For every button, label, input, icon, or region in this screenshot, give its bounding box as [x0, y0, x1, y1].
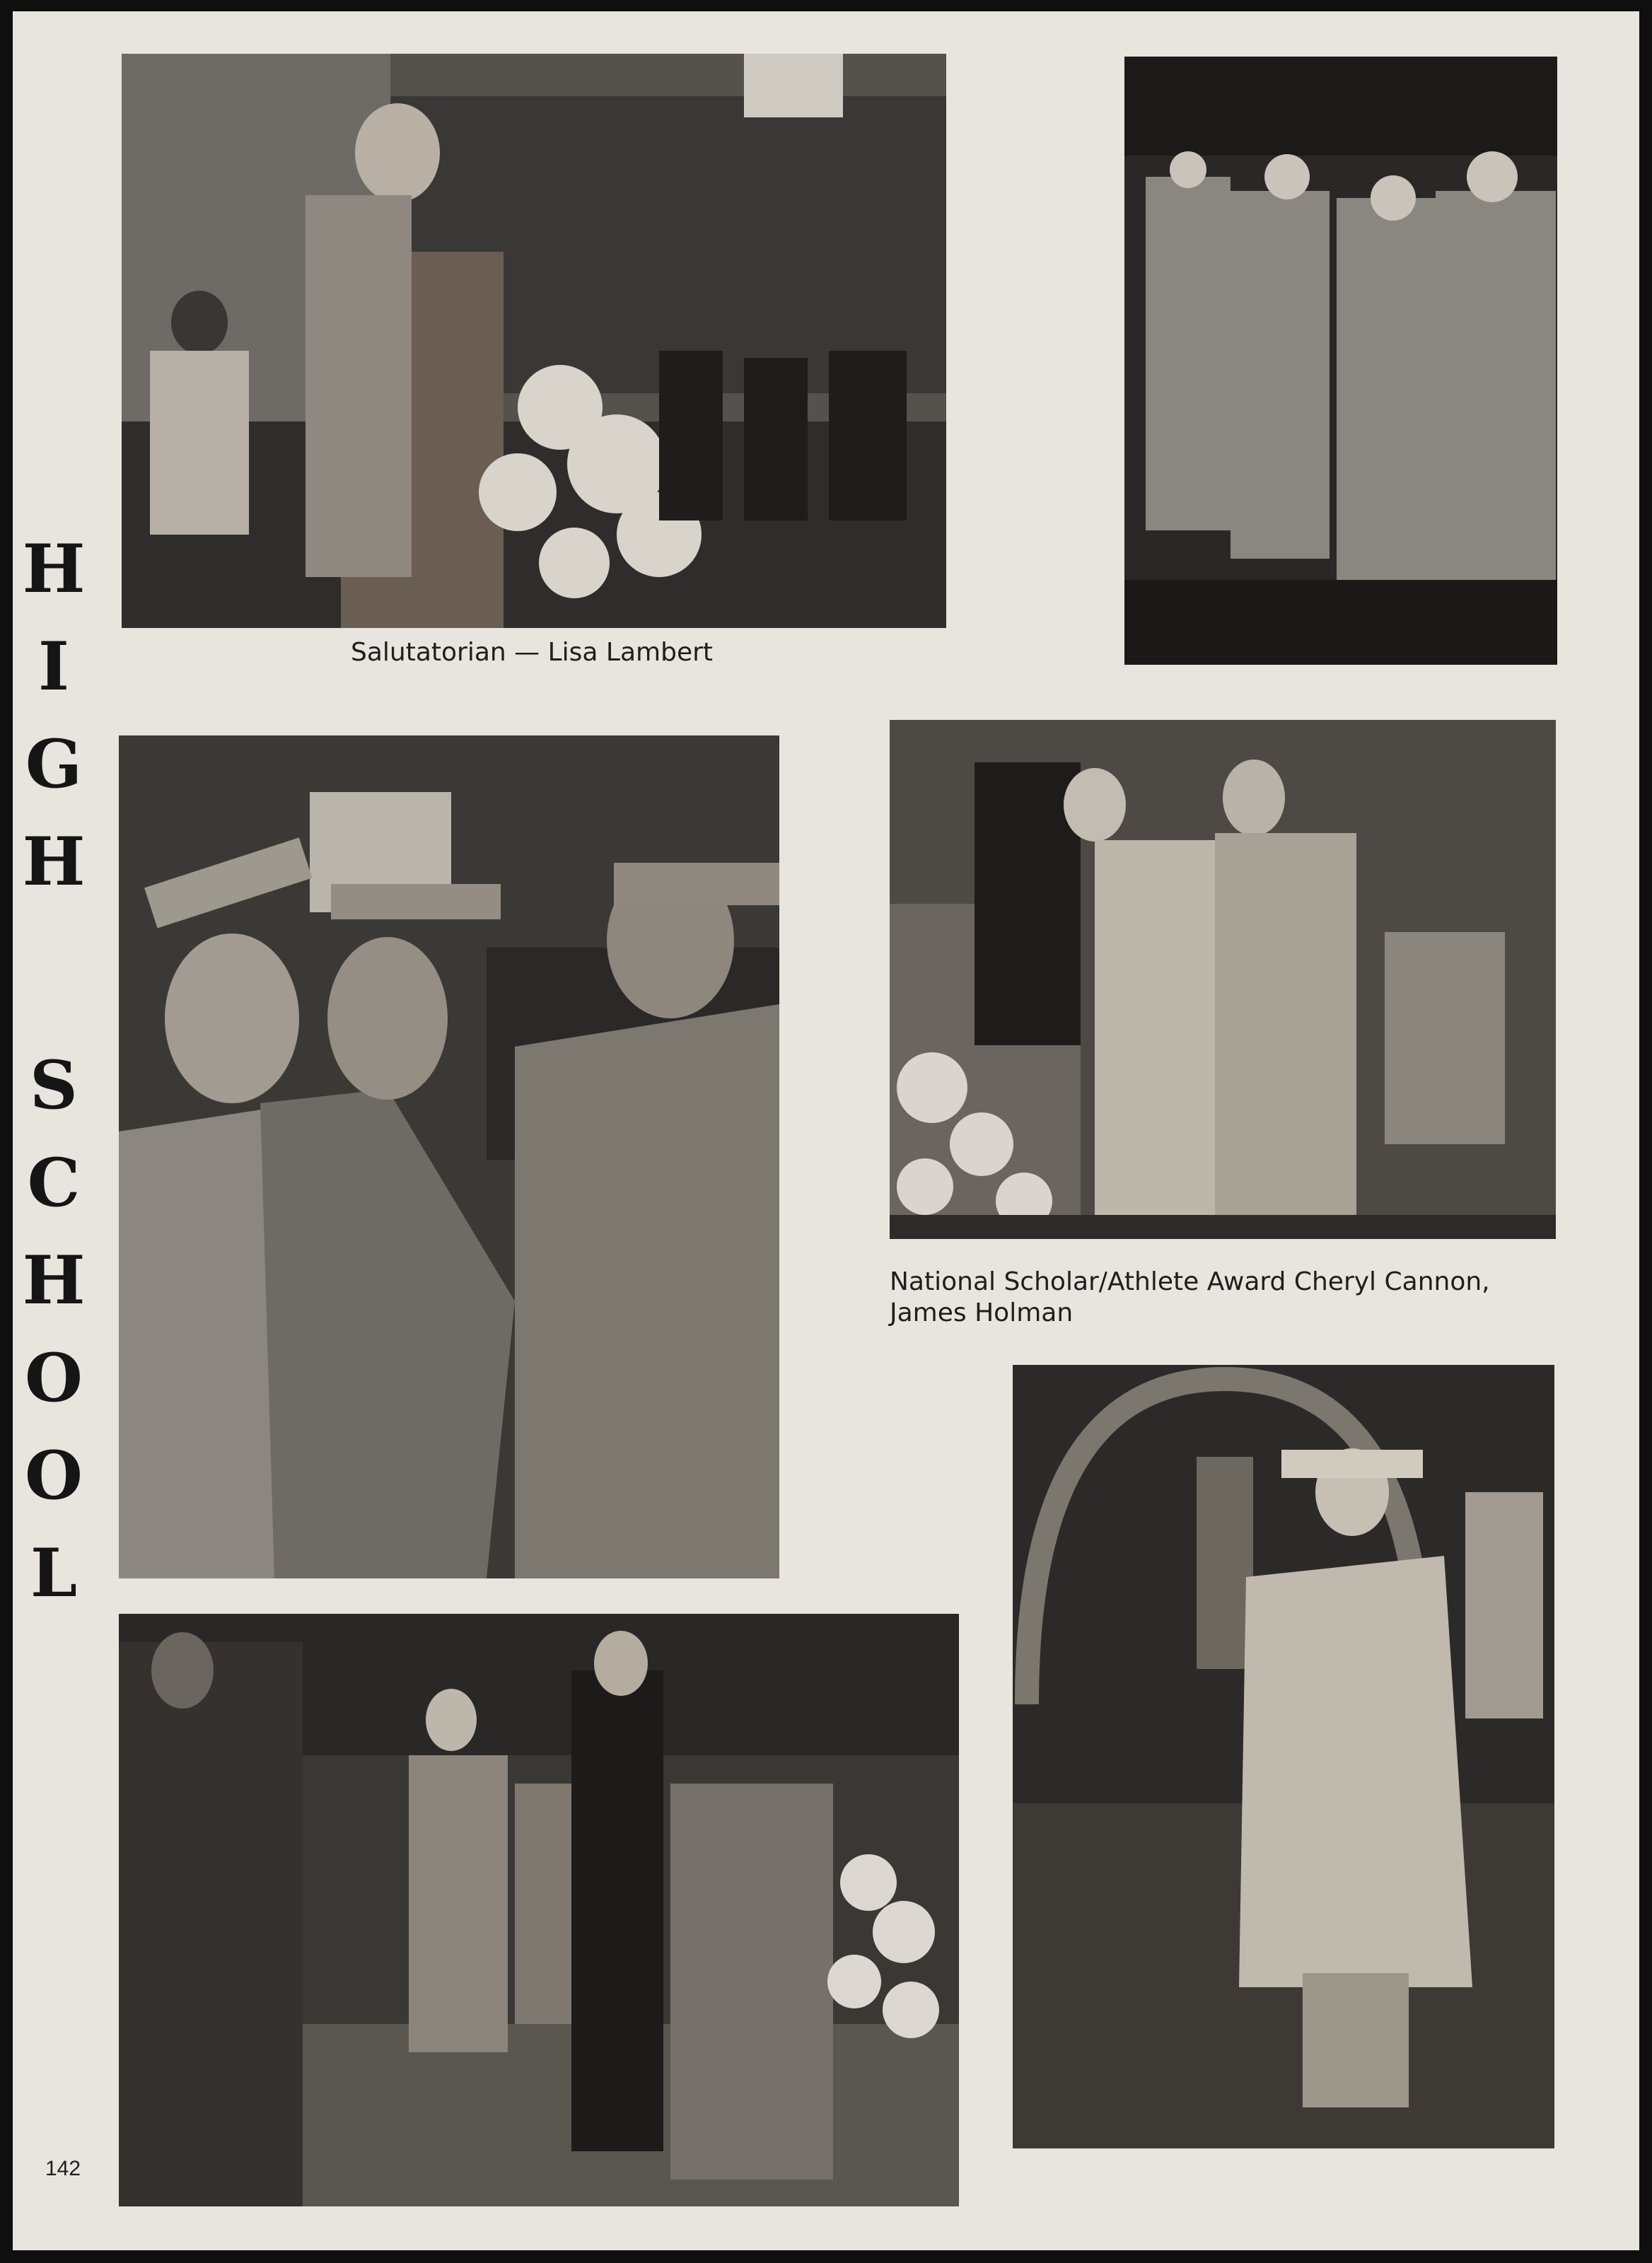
photo-graduates-standing	[1124, 57, 1557, 665]
title-letter: H	[22, 530, 86, 608]
title-letter: O	[25, 1437, 83, 1515]
yearbook-page	[13, 11, 1639, 2250]
photo-graduates-profile	[119, 735, 779, 1578]
caption-salutatorian: Salutatorian — Lisa Lambert	[351, 638, 714, 667]
title-letter: L	[30, 1535, 78, 1612]
title-letter: O	[25, 1339, 83, 1417]
title-letter: G	[25, 726, 83, 803]
page-number: 142	[45, 2157, 81, 2180]
caption-scholar-award-line1: National Scholar/Athlete Award Cheryl Cannon,	[890, 1267, 1490, 1296]
photo-salutatorian-podium	[122, 54, 946, 628]
photo-graduates-podium-stage	[119, 1614, 959, 2206]
photo-scholar-athlete-award	[890, 720, 1556, 1239]
title-letter: H	[22, 1242, 86, 1320]
title-letter: H	[22, 823, 86, 901]
caption-scholar-award-line2: James Holman	[890, 1298, 1074, 1327]
title-letter: C	[27, 1144, 81, 1222]
vertical-page-title	[18, 520, 89, 1680]
title-letter: S	[30, 1047, 78, 1124]
title-letter: I	[38, 628, 69, 706]
photo-graduate-walking	[1013, 1365, 1554, 2148]
